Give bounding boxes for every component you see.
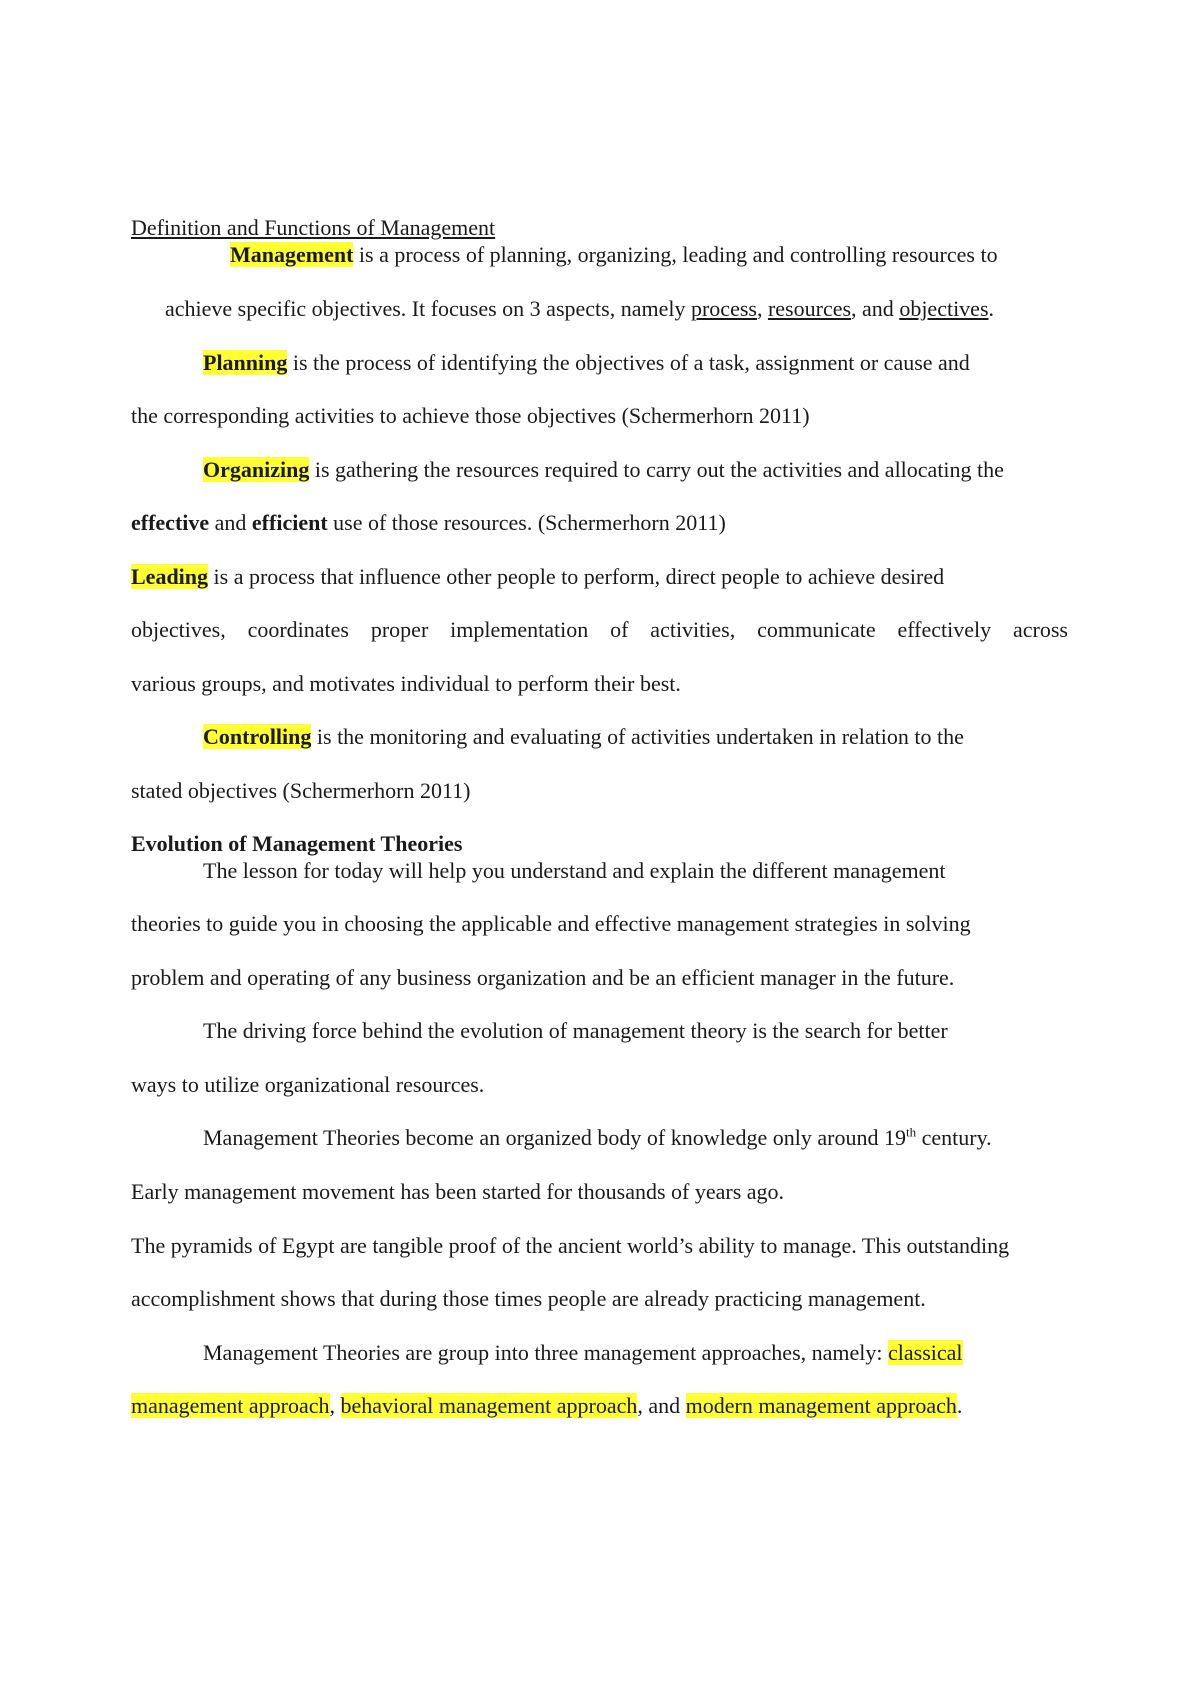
lesson-line-3: problem and operating of any business organization and be an efficient manager in the future. bbox=[131, 965, 955, 990]
highlight-behavioral-approach: behavioral management approach bbox=[340, 1393, 638, 1418]
theories-line-2: Early management movement has been started for thousands of years ago. bbox=[131, 1179, 785, 1204]
management-line-2: achieve specific objectives. It focuses on 3 aspects, namely process, resources, and objectives. bbox=[165, 296, 995, 321]
driving-force-line-1: The driving force behind the evolution of management theory is the search for better bbox=[203, 1018, 948, 1043]
section-title-evolution: Evolution of Management Theories bbox=[131, 831, 463, 856]
leading-line-2: objectives, coordinates proper implementation of activities, communicate effectively across bbox=[131, 617, 1068, 642]
leading-line-1: Leading is a process that influence other people to perform, direct people to achieve desired bbox=[131, 564, 945, 589]
theories-line-1: Management Theories become an organized body of knowledge only around 19th century. bbox=[203, 1124, 992, 1150]
lesson-line-2: theories to guide you in choosing the applicable and effective management strategies in solving bbox=[131, 911, 971, 936]
section-title-definition: Definition and Functions of Management bbox=[131, 215, 496, 240]
pyramids-line-2: accomplishment shows that during those times people are already practicing management. bbox=[131, 1286, 926, 1311]
organizing-line-1: Organizing is gathering the resources required to carry out the activities and allocating the bbox=[203, 457, 1004, 482]
highlight-organizing: Organizing bbox=[203, 457, 310, 482]
planning-line-2: the corresponding activities to achieve those objectives (Schermerhorn 2011) bbox=[131, 403, 810, 428]
controlling-line-2: stated objectives (Schermerhorn 2011) bbox=[131, 778, 471, 803]
highlight-management: Management bbox=[230, 242, 354, 267]
planning-line-1: Planning is the process of identifying the objectives of a task, assignment or cause and bbox=[203, 350, 970, 375]
approaches-line-2: management approach, behavioral management approach, and modern management approach. bbox=[131, 1393, 963, 1418]
aspect-objectives: objectives bbox=[899, 296, 989, 321]
aspect-process: process bbox=[690, 296, 757, 321]
lesson-line-1: The lesson for today will help you understand and explain the different management bbox=[203, 858, 946, 883]
aspect-resources: resources bbox=[767, 296, 852, 321]
driving-force-line-2: ways to utilize organizational resources. bbox=[131, 1072, 485, 1097]
controlling-line-1: Controlling is the monitoring and evaluating of activities undertaken in relation to the bbox=[203, 724, 964, 749]
highlight-classical-approach: management approach bbox=[131, 1393, 330, 1418]
highlight-classical: classical bbox=[888, 1340, 963, 1365]
approaches-line-1: Management Theories are group into three management approaches, namely: classical bbox=[203, 1340, 963, 1365]
management-line-1: Management is a process of planning, organizing, leading and controlling resources to bbox=[230, 242, 998, 267]
organizing-line-2: effective and efficient use of those resources. (Schermerhorn 2011) bbox=[131, 510, 726, 535]
leading-line-3: various groups, and motivates individual to perform their best. bbox=[131, 671, 681, 696]
highlight-leading: Leading bbox=[131, 564, 209, 589]
pyramids-line-1: The pyramids of Egypt are tangible proof of the ancient world’s ability to manage. This outstanding bbox=[131, 1233, 1010, 1258]
highlight-modern-approach: modern management approach bbox=[685, 1393, 957, 1418]
highlight-controlling: Controlling bbox=[203, 724, 312, 749]
highlight-planning: Planning bbox=[203, 350, 288, 375]
